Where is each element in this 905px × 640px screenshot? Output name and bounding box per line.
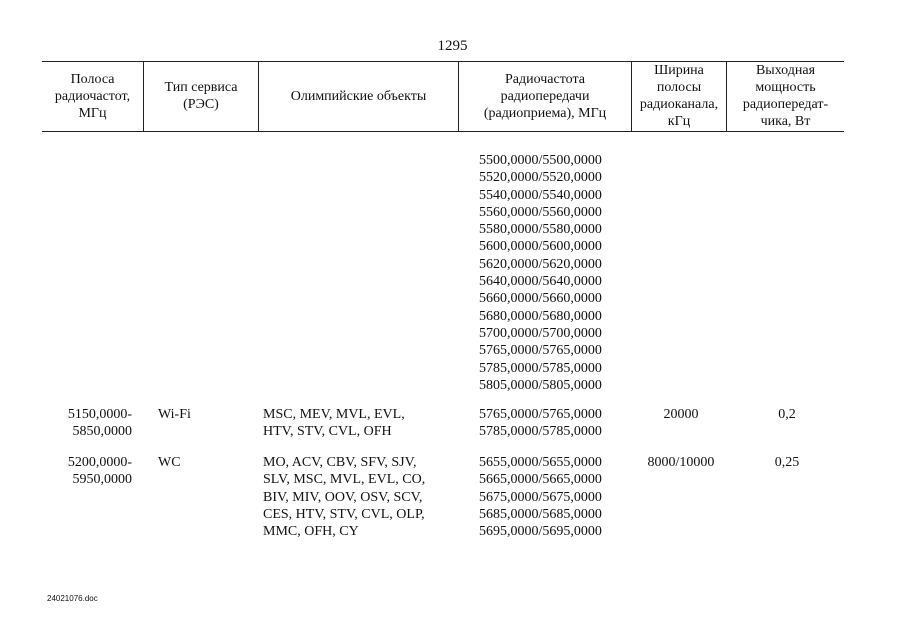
output-power: 0,2 xyxy=(778,407,796,422)
column-header-channel-width: Ширина полосы радиоканала, кГц xyxy=(639,63,719,129)
header-bottom-rule xyxy=(42,131,844,132)
column-header-objects: Олимпийские объекты xyxy=(290,88,427,104)
page-number: 1295 xyxy=(437,38,468,54)
band-range: 5150,0000- 5850,0000 xyxy=(67,407,132,440)
frequency-list: 5765,0000/5765,0000 5785,0000/5785,0000 xyxy=(479,407,602,440)
band-range: 5200,0000- 5950,0000 xyxy=(67,455,132,488)
channel-width: 20000 xyxy=(663,407,699,422)
column-header-power: Выходная мощность радиопередат- чика, Вт xyxy=(742,63,829,129)
olympic-objects: MO, ACV, CBV, SFV, SJV, SLV, MSC, MVL, EVL, CO, BIV, MIV, OOV, OSV, SCV, CES, HTV, STV, CVL, OLP, MMC, OFH, CY xyxy=(263,455,426,540)
column-header-band: Полоса радиочастот, МГц xyxy=(54,71,131,121)
olympic-objects: MSC, MEV, MVL, EVL, HTV, STV, CVL, OFH xyxy=(263,407,405,440)
frequency-list: 5500,0000/5500,0000 5520,0000/5520,0000 5540,0000/5540,0000 5560,0000/5560,0000 5580,0000/5580,0000 5600,0000/5600,0000 5620,0000/5620,0000 5640,0000/5640,0000 5660,0000/5660,0000 5680,0000/5680,0000 5700,0000/5700,0000 5765,0000/5765,0000 5785,0000/5785,0000 5805,0000/5805,0000 xyxy=(479,153,602,393)
column-header-service: Тип сервиса (РЭС) xyxy=(164,80,238,112)
service-type: WC xyxy=(158,455,181,470)
service-type: Wi-Fi xyxy=(158,407,191,422)
channel-width: 8000/10000 xyxy=(647,455,715,470)
output-power: 0,25 xyxy=(774,455,800,470)
frequency-list: 5655,0000/5655,0000 5665,0000/5665,0000 5675,0000/5675,0000 5685,0000/5685,0000 5695,0000/5695,0000 xyxy=(479,455,602,540)
footer-filename: 24021076.doc xyxy=(47,594,98,603)
column-header-frequency: Радиочастота радиопередачи (радиоприема), МГц xyxy=(483,71,607,121)
